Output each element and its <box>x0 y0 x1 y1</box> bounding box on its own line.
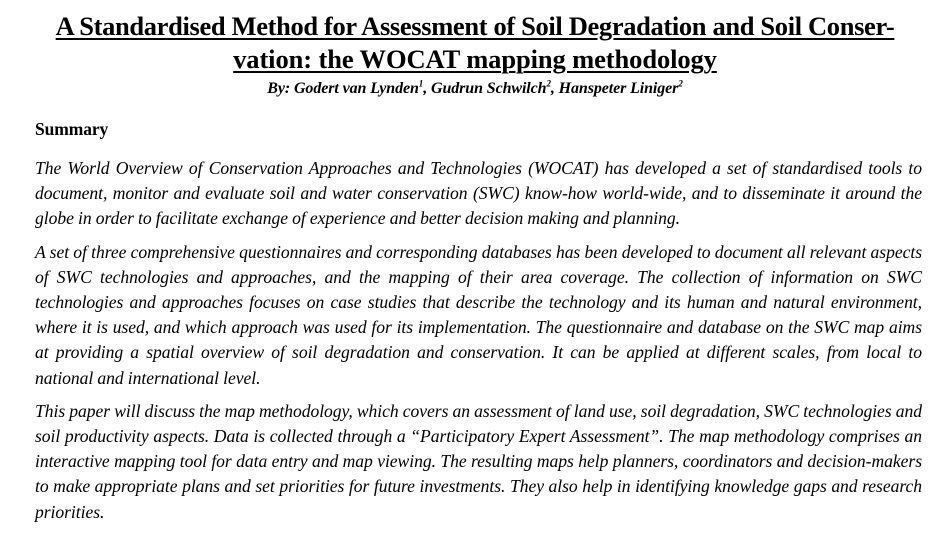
byline-prefix: By: <box>267 80 294 97</box>
author-name-3: Hanspeter Liniger <box>558 80 679 97</box>
author-affiliation-marker-1: 1 <box>418 78 424 89</box>
page-title-line-2: vation: the WOCAT mapping methodology <box>233 44 717 74</box>
title-block <box>0 0 950 98</box>
author-affiliation-marker-2: 2 <box>546 78 551 89</box>
author-separator-1: , <box>423 80 431 97</box>
document-body <box>35 119 922 525</box>
author-separator-2: , <box>550 80 559 97</box>
summary-paragraph-2: A set of three comprehensive questionnaires and corresponding databases has been developed to document all relevant aspects of SWC technologies and approaches, and the mapping of their area coverage. The collection of information on SWC technologies and approaches focuses on case studies that describe the technology and its human and natural environment, where it is used, and which approach was used for its implementation. The questionnaire and database on the SWC map aims at providing a spatial overview of soil degradation and conservation. It can be applied at different scales, from local to national and international level. <box>35 241 922 388</box>
page-title-line-1: A Standardised Method for Assessment of Soil Degradation and Soil Conser- <box>55 11 895 41</box>
author-name-2: Gudrun Schwilch <box>431 80 547 97</box>
byline <box>0 79 950 98</box>
page-title <box>30 10 920 76</box>
author-name-1: Godert van Lynden <box>293 80 419 97</box>
summary-paragraph-3: This paper will discuss the map methodology, which covers an assessment of land use, soil degradation, SWC technologies and soil productivity aspects. Data is collected through a “Participatory Expert Assessment”. The map methodology comprises an interactive mapping tool for data entry and map viewing. The resulting maps help planners, coordinators and decision-makers to make appropriate plans and set priorities for future investments. They also help in identifying knowledge gaps and research priorities. <box>35 400 922 522</box>
summary-paragraph-1: The World Overview of Conservation Approaches and Technologies (WOCAT) has developed a set of standardised tools to document, monitor and evaluate soil and water conservation (SWC) know-how world-wide, and to disseminate it around the globe in order to facilitate exchange of experience and better decision making and planning. <box>35 158 922 229</box>
section-heading-summary: Summary <box>35 119 109 139</box>
author-affiliation-marker-3: 2 <box>678 78 683 89</box>
